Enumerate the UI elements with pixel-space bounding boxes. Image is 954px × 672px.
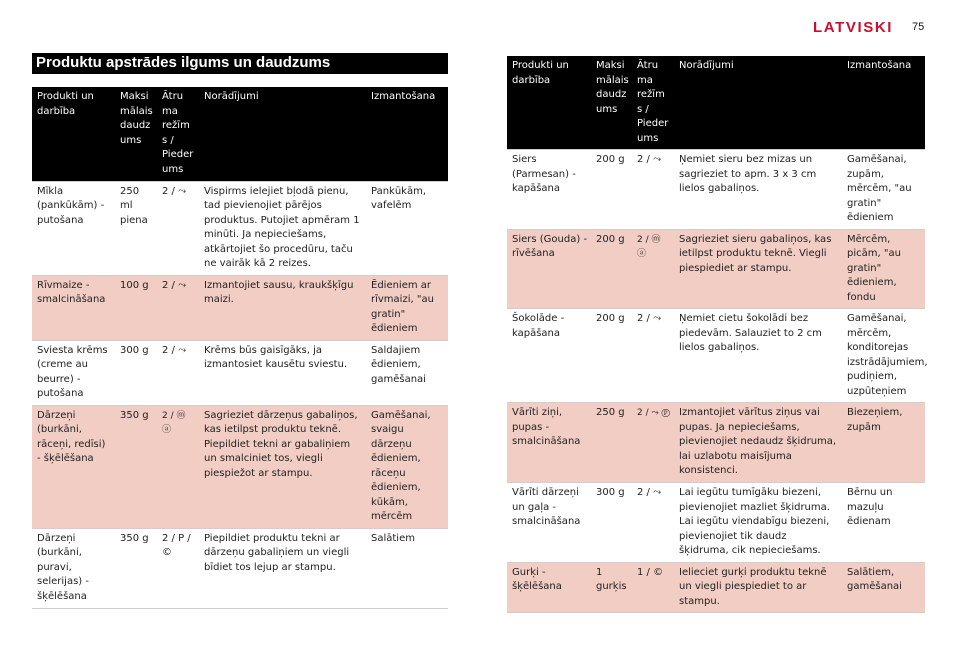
table-row (507, 403, 925, 483)
col-header-speed-accessory: Ātru ma režīm s / Pieder ums (632, 56, 674, 150)
section-title: Produktu apstrādes ilgums un daudzums (32, 53, 448, 74)
table-row (32, 181, 448, 275)
row-speed: 2 / ⤳ (157, 275, 199, 340)
row-instructions: Piepildiet produktu tekni ar dārzeņu gabaliņiem un viegli bīdiet tos lejup ar stampu. (199, 528, 366, 608)
left-processing-table (32, 87, 448, 609)
row-instructions: Krēms būs gaisīgāks, ja izmantosiet kausētu sviestu. (199, 340, 366, 405)
row-product: Vārīti ziņi, pupas - smalcināšana (507, 403, 591, 483)
col-header-product: Produkti un darbība (32, 87, 115, 181)
row-product: Siers (Gouda) - rīvēšana (507, 229, 591, 309)
row-amount: 300 g (115, 340, 157, 405)
table-row (507, 150, 925, 230)
row-usage: Bērnu un mazuļu ēdienam (842, 483, 925, 563)
row-usage: Salātiem, gamēšanai (842, 562, 925, 613)
col-header-usage: Izmantošana (842, 56, 925, 150)
row-speed: 2 / ⓜ ⓐ (632, 229, 674, 309)
row-instructions: Izmantojiet vārītus ziņus vai pupas. Ja nepieciešams, pievienojiet nedaudz šķidruma, lai uzlabotu maisījuma konsistenci. (674, 403, 842, 483)
col-header-usage: Izmantošana (366, 87, 448, 181)
table-row (32, 528, 448, 608)
row-product: Mīkla (pankūkām) - putošana (32, 181, 115, 275)
row-product: Siers (Parmesan) - kapāšana (507, 150, 591, 230)
row-amount: 250 g (591, 403, 632, 483)
row-speed: 2 / ⤳ (632, 483, 674, 563)
row-instructions: Ņemiet sieru bez mizas un sagrieziet to apm. 3 x 3 cm lielos gabaliņos. (674, 150, 842, 230)
row-product: Dārzeņi (burkāni, puravi, selerijas) - šķēlēšana (32, 528, 115, 608)
row-amount: 200 g (591, 309, 632, 403)
table-header-row (32, 87, 448, 181)
row-product: Vārīti dārzeņi un gaļa - smalcināšana (507, 483, 591, 563)
row-product: Rīvmaize - smalcināšana (32, 275, 115, 340)
table-row (32, 340, 448, 405)
row-speed: 2 / ⤳ ⓟ (632, 403, 674, 483)
row-usage: Ēdieniem ar rīvmaizi, "au gratin" ēdieniem (366, 275, 448, 340)
row-speed: 2 / ⓜ ⓐ (157, 405, 199, 528)
table-row (507, 229, 925, 309)
row-instructions: Ielieciet gurķi produktu teknē un viegli piespiediet to ar stampu. (674, 562, 842, 613)
row-usage: Gamēšanai, svaigu dārzeņu ēdieniem, rāceņu ēdieniem, kūkām, mērcēm (366, 405, 448, 528)
row-speed: 2 / ⤳ (632, 150, 674, 230)
table-header-row (507, 56, 925, 150)
row-instructions: Sagrieziet dārzeņus gabaliņos, kas ietilpst produktu teknē. Piepildiet tekni ar gabaliņiem un smalciniet tos, viegli piespiežot ar stampu. (199, 405, 366, 528)
right-processing-table (507, 56, 928, 613)
row-product: Dārzeņi (burkāni, rāceņi, redīsi) - šķēlēšana (32, 405, 115, 528)
col-header-instructions: Norādījumi (674, 56, 842, 150)
row-amount: 100 g (115, 275, 157, 340)
table-row (507, 483, 925, 563)
row-amount: 350 g (115, 405, 157, 528)
col-header-speed-accessory: Ātru ma režīm s / Pieder ums (157, 87, 199, 181)
row-speed: 2 / ⤳ (157, 340, 199, 405)
language-heading: LATVISKI (813, 19, 894, 36)
row-instructions: Vispirms ielejiet bļodā pienu, tad pievienojiet pārējos produktus. Putojiet apmēram 1 minūti. Ja nepieciešams, atkārtojiet šo procedūru, taču ne vairāk kā 2 reizes. (199, 181, 366, 275)
col-header-max-amount: Maksi mālais daudz ums (115, 87, 157, 181)
row-product: Gurķi - šķēlēšana (507, 562, 591, 613)
row-amount: 200 g (591, 150, 632, 230)
row-speed: 2 / ⤳ (157, 181, 199, 275)
row-amount: 200 g (591, 229, 632, 309)
table-row (32, 275, 448, 340)
row-amount: 1 gurķis (591, 562, 632, 613)
col-header-instructions: Norādījumi (199, 87, 366, 181)
row-speed: 1 / © (632, 562, 674, 613)
row-product: Sviesta krēms (creme au beurre) - putošana (32, 340, 115, 405)
row-speed: 2 / P / © (157, 528, 199, 608)
row-instructions: Lai iegūtu tumīgāku biezeni, pievienojiet mazliet šķidruma. Lai iegūtu viendabīgu biezeni, pievienojiet tik daudz šķidruma, cik nepieciešams. (674, 483, 842, 563)
row-usage: Saldajiem ēdieniem, gamēšanai (366, 340, 448, 405)
row-speed: 2 / ⤳ (632, 309, 674, 403)
row-product: Šokolāde - kapāšana (507, 309, 591, 403)
row-usage: Gamēšanai, zupām, mērcēm, "au gratin" ēdieniem (842, 150, 925, 230)
row-amount: 350 g (115, 528, 157, 608)
row-instructions: Izmantojiet sausu, kraukšķīgu maizi. (199, 275, 366, 340)
row-usage: Biezeņiem, zupām (842, 403, 925, 483)
table-row (507, 309, 925, 403)
row-usage: Pankūkām, vafelēm (366, 181, 448, 275)
col-header-product: Produkti un darbība (507, 56, 591, 150)
row-usage: Gamēšanai, mērcēm, konditorejas izstrādājumiem, pudiņiem, uzpūteņiem (842, 309, 925, 403)
row-usage: Mērcēm, picām, "au gratin" ēdieniem, fondu (842, 229, 925, 309)
row-amount: 300 g (591, 483, 632, 563)
row-instructions: Ņemiet cietu šokolādi bez piedevām. Salauziet to 2 cm lielos gabaliņos. (674, 309, 842, 403)
row-amount: 250 ml piena (115, 181, 157, 275)
col-header-max-amount: Maksi mālais daudz ums (591, 56, 632, 150)
row-instructions: Sagrieziet sieru gabaliņos, kas ietilpst produktu teknē. Viegli piespiediet ar stampu. (674, 229, 842, 309)
table-row (32, 405, 448, 528)
page-number: 75 (912, 21, 925, 33)
row-usage: Salātiem (366, 528, 448, 608)
table-row (507, 562, 925, 613)
